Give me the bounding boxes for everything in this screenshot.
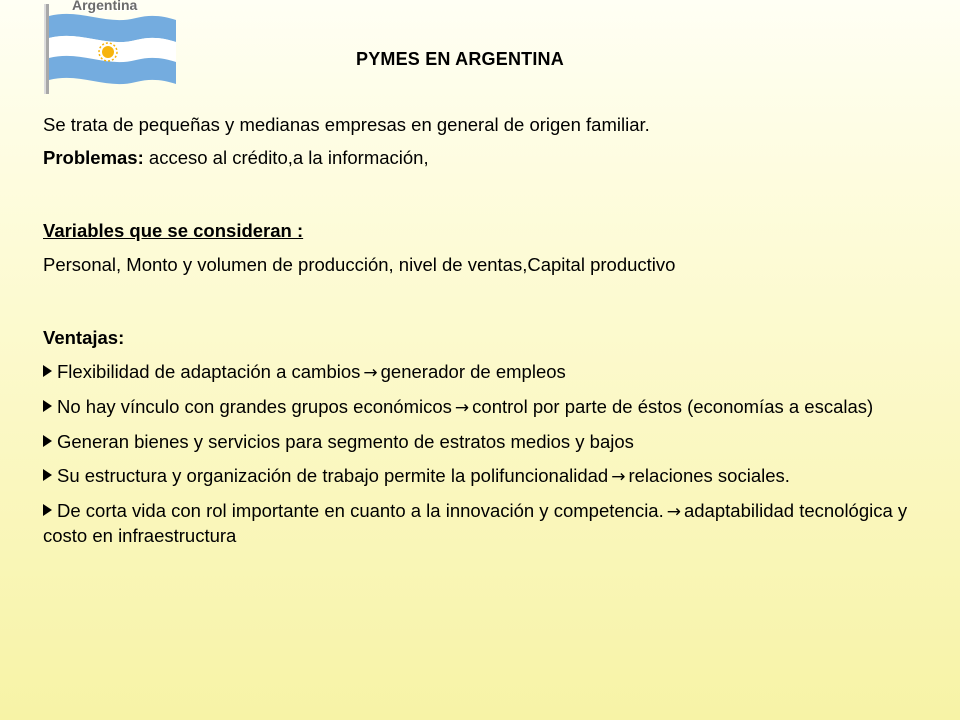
problems-label: Problemas: — [43, 147, 144, 168]
bullet-arrow-icon — [43, 504, 52, 516]
variables-heading: Variables que se consideran : — [43, 220, 304, 241]
bullet-arrow-icon — [43, 400, 52, 412]
variables-text: Personal, Monto y volumen de producción, nivel de ventas,Capital productivo — [43, 254, 676, 275]
right-arrow-icon: → — [666, 502, 681, 522]
advantages-heading: Ventajas: — [43, 327, 125, 348]
advantage-item: Su estructura y organización de trabajo permite la polifuncionalidad → relaciones sociales. — [43, 464, 913, 489]
problems-paragraph — [43, 146, 913, 170]
flag-label: Argentina — [72, 0, 138, 13]
problems-text: acceso al crédito,a la información, — [143, 147, 429, 168]
advantage-item: Generan bienes y servicios para segmento de estratos medios y bajos — [43, 430, 913, 454]
intro-paragraph: Se trata de pequeñas y medianas empresas en general de origen familiar. — [43, 114, 650, 135]
slide-body — [43, 113, 913, 548]
page-title: PYMES EN ARGENTINA — [356, 49, 564, 69]
advantage-item: Flexibilidad de adaptación a cambios → generador de empleos — [43, 360, 913, 385]
right-arrow-icon: → — [363, 363, 378, 383]
bullet-arrow-icon — [43, 365, 52, 377]
advantage-item: De corta vida con rol importante en cuanto a la innovación y competencia. → adaptabilidad tecnológica y costo en infraestructura — [43, 500, 908, 546]
argentina-flag-image — [36, 0, 186, 96]
advantage-item: No hay vínculo con grandes grupos económicos → control por parte de éstos (economías a escalas) — [43, 395, 913, 420]
bullet-arrow-icon — [43, 435, 52, 447]
bullet-arrow-icon — [43, 469, 52, 481]
right-arrow-icon: → — [454, 398, 470, 418]
right-arrow-icon: → — [611, 467, 626, 487]
flag-icon — [36, 0, 186, 96]
